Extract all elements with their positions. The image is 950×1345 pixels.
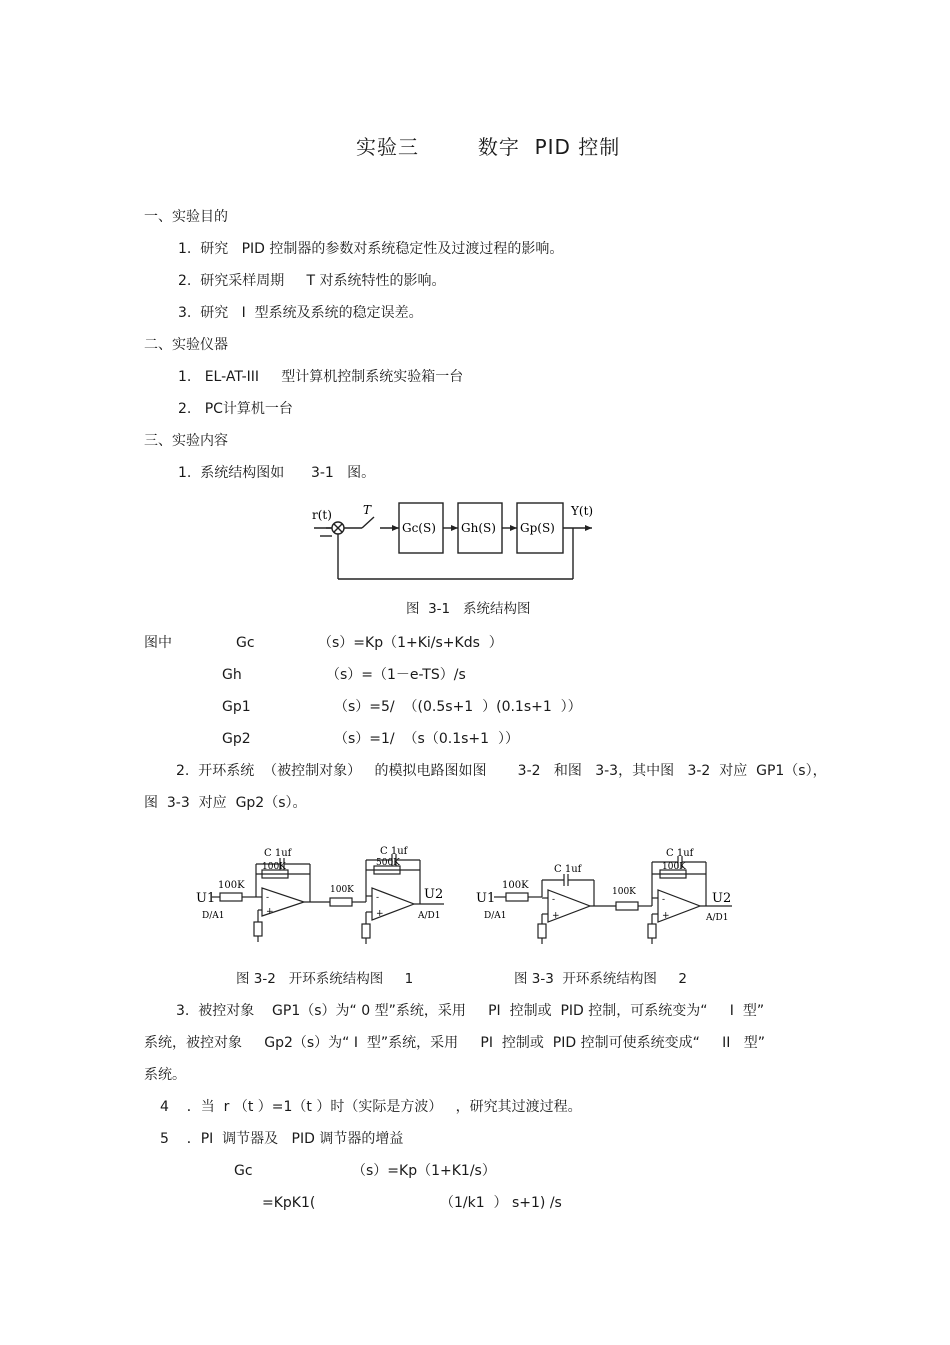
rf1-label: 100K: [262, 862, 286, 872]
rmid2-label: 100K: [612, 887, 636, 897]
block-gc: Gc(S): [402, 521, 436, 535]
c1-label: C 1uf: [264, 848, 292, 859]
c1b-label: C 1uf: [554, 864, 582, 875]
para3-line1: 3. 被控对象 GP1（s）为“ 0 型”系统，采用 PI 控制或 PID 控制，可系统变为“ I 型”: [176, 1003, 765, 1019]
circuit-3-3: [476, 840, 746, 950]
para2-line1: 2. 开环系统 （被控制对象） 的模拟电路图如图 3-2 和图 3-3，其中图 3-2 对应 GP1（s），: [176, 763, 827, 779]
block-diagram-3-1: [310, 500, 610, 590]
formula-gh-expr: （s）=（1－e-TS）/s: [326, 667, 466, 683]
instrument-item-2: 2. PC计算机一台: [178, 401, 293, 417]
caption-3-2: 图 3-2 开环系统结构图 1: [236, 971, 414, 987]
purpose-item-3: 3. 研究 I 型系统及系统的稳定误差。: [178, 305, 423, 321]
svg-text:-: -: [376, 893, 380, 903]
para3-line3: 系统。: [144, 1067, 186, 1083]
para2-line2: 图 3-3 对应 Gp2（s）。: [144, 795, 307, 811]
rf2b-label: 100K: [662, 862, 686, 872]
formula-gp2-name: Gp2: [222, 731, 251, 747]
c2-label: C 1uf: [380, 846, 408, 857]
para5: 5 ．PI 调节器及 PID 调节器的增益: [160, 1131, 404, 1147]
dab-label: D/A1: [484, 911, 507, 921]
caption-3-3: 图 3-3 开环系统结构图 2: [514, 971, 687, 987]
r-label: r(t): [312, 508, 332, 522]
rf2-label: 500K: [376, 858, 400, 868]
rin1-label: 100K: [218, 880, 245, 891]
formula-intro: 图中: [144, 635, 172, 651]
formula-gh-name: Gh: [222, 667, 242, 683]
svg-text:+: +: [376, 909, 384, 919]
block-gp: Gp(S): [520, 521, 555, 535]
u1b-label: U1: [476, 891, 496, 906]
svg-text:-: -: [662, 895, 666, 905]
svg-text:-: -: [552, 895, 556, 905]
formula-gp2-expr: （s）=1/ （s（0.1s+1 ））: [334, 731, 519, 747]
u1-label: U1: [196, 891, 216, 906]
svg-text:-: -: [266, 893, 270, 903]
c2b-label: C 1uf: [666, 848, 694, 859]
heading-instruments: 二、实验仪器: [144, 337, 228, 353]
caption-3-1: 图 3-1 系统结构图: [406, 601, 531, 617]
svg-text:+: +: [266, 907, 274, 917]
para4: 4 ．当 r （t ）=1（t ）时（实际是方波） ，研究其过渡过程。: [160, 1099, 582, 1115]
formula-gp1-name: Gp1: [222, 699, 251, 715]
svg-text:+: +: [662, 911, 670, 921]
gain-line2b: （1/k1 ） s+1) /s: [440, 1195, 562, 1211]
rmid1-label: 100K: [330, 885, 354, 895]
ad-label: A/D1: [418, 911, 441, 921]
formula-gp1-expr: （s）=5/ （(0.5s+1 ）(0.1s+1 ））: [334, 699, 582, 715]
y-label: Y(t): [571, 504, 594, 518]
u2-label: U2: [424, 887, 444, 902]
u2b-label: U2: [712, 891, 732, 906]
block-gh: Gh(S): [461, 521, 496, 535]
t-label: T: [363, 503, 372, 517]
circuit-3-2: [196, 840, 456, 950]
gain-gc-name: Gc: [234, 1163, 253, 1179]
formula-gc-expr: （s）=Kp（1+Ki/s+Kds ）: [318, 635, 503, 651]
gain-line2a: =KpK1(: [262, 1195, 316, 1211]
instrument-item-1: 1. EL-AT-III 型计算机控制系统实验箱一台: [178, 369, 464, 385]
heading-purpose: 一、实验目的: [144, 209, 228, 225]
content-item-1: 1. 系统结构图如 3-1 图。: [178, 465, 376, 481]
purpose-item-2: 2. 研究采样周期 T 对系统特性的影响。: [178, 273, 446, 289]
adb-label: A/D1: [706, 913, 729, 923]
purpose-item-1: 1. 研究 PID 控制器的参数对系统稳定性及过渡过程的影响。: [178, 241, 564, 257]
heading-content: 三、实验内容: [144, 433, 228, 449]
para3-line2: 系统，被控对象 Gp2（s）为“ I 型”系统，采用 PI 控制或 PID 控制可使系统变成“ II 型”: [144, 1035, 765, 1051]
svg-text:+: +: [552, 911, 560, 921]
gain-gc-expr: （s）=Kp（1+K1/s）: [352, 1163, 496, 1179]
page-title: 实验三 数字 PID 控制: [356, 135, 621, 159]
rin2-label: 100K: [502, 880, 529, 891]
formula-gc-name: Gc: [236, 635, 255, 651]
da-label: D/A1: [202, 911, 225, 921]
